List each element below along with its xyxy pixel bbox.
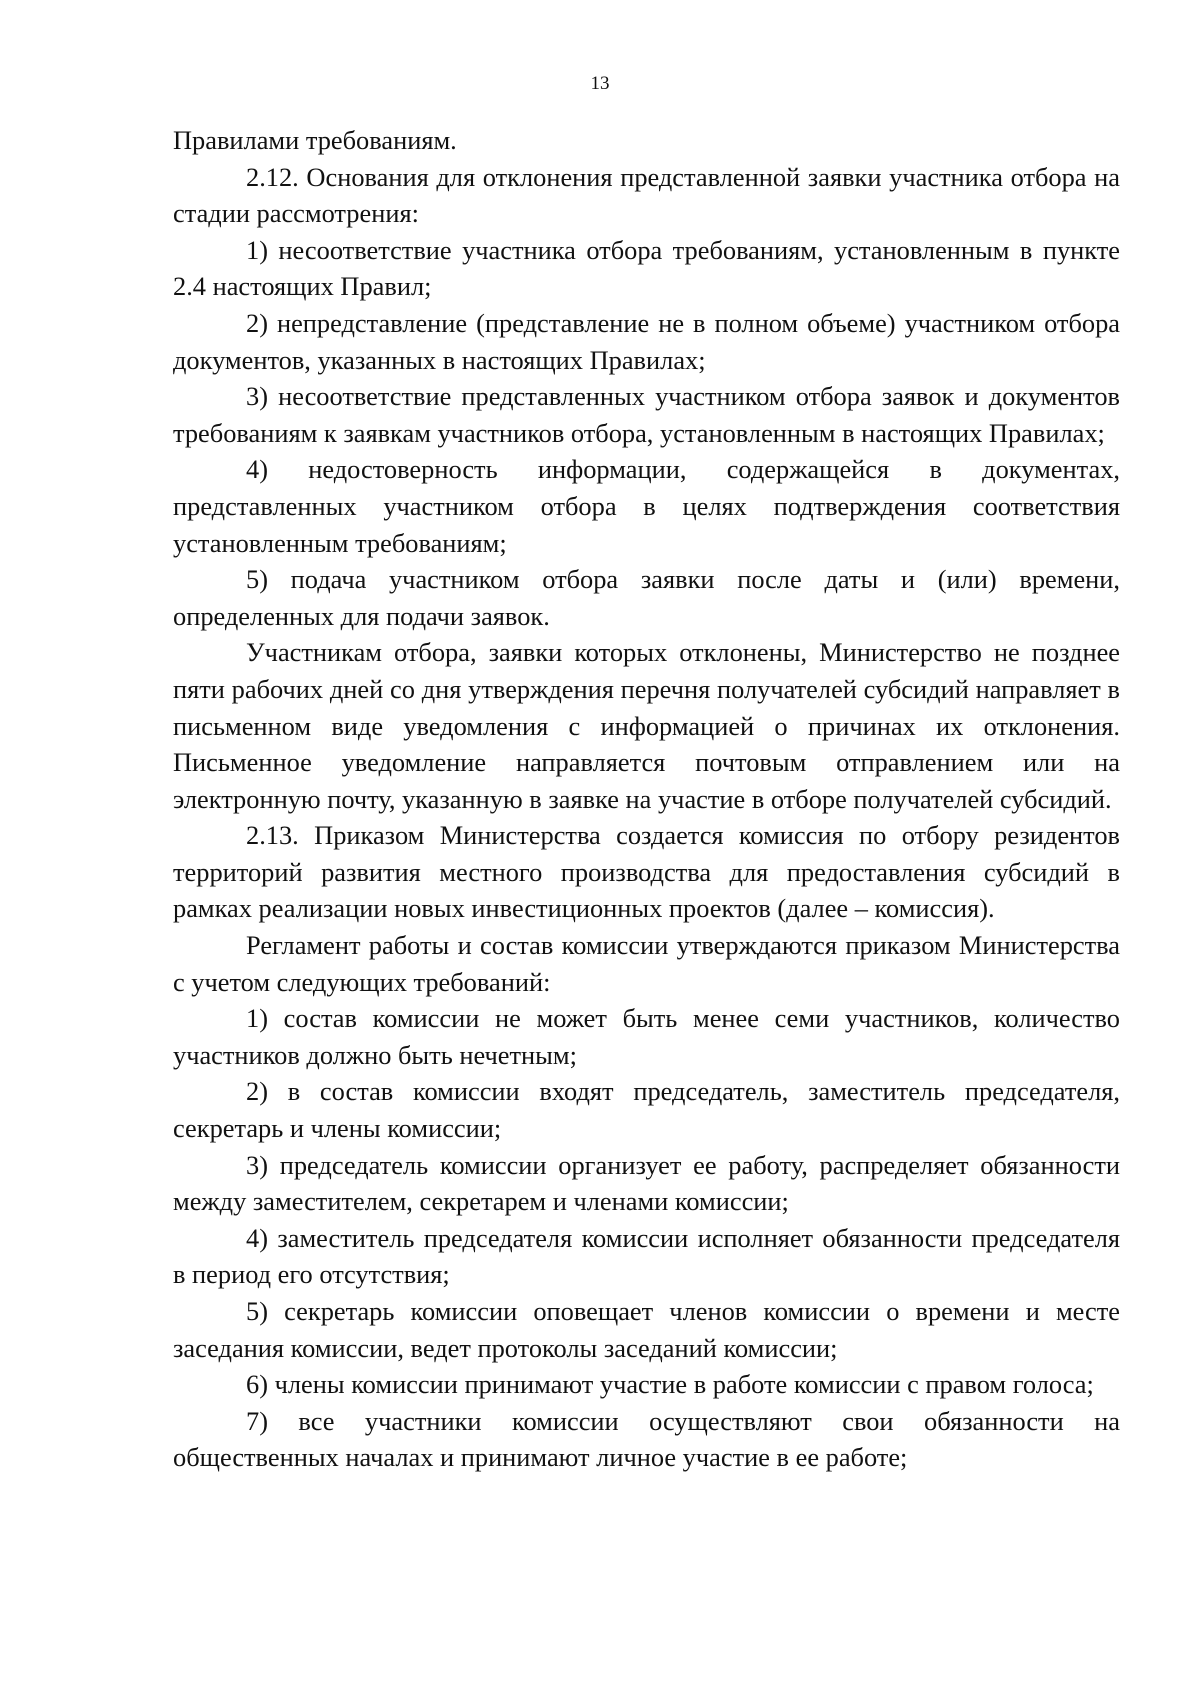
paragraph: Участникам отбора, заявки которых отклонены, Министерство не позднее пяти рабочих дней со дня утверждения перечня получателей субсидий направляет в письменном виде уведомления с информацией о причинах их отклонения. Письменное уведомление направляется почтовым отправлением или на электронную почту, указанную в заявке на участие в отборе получателей субсидий. bbox=[173, 637, 1120, 814]
list-item: 4) заместитель председателя комиссии исполняет обязанности председателя в период его отсутствия; bbox=[173, 1222, 1120, 1290]
list-item: 4) недостоверность информации, содержащейся в документах, представленных участником отбора в целях подтверждения соответствия установленным требованиям; bbox=[173, 454, 1120, 558]
list-item: 1) состав комиссии не может быть менее семи участников, количество участников должно быть нечетным; bbox=[173, 1003, 1120, 1070]
list-item: 1) несоответствие участника отбора требованиям, установленным в пункте 2.4 настоящих Правил; bbox=[173, 234, 1120, 302]
list-item: 7) все участники комиссии осуществляют свои обязанности на общественных началах и принимают личное участие в ее работе; bbox=[173, 1405, 1120, 1473]
list-item: 6) члены комиссии принимают участие в работе комиссии с правом голоса; bbox=[246, 1369, 1094, 1400]
paragraph: Регламент работы и состав комиссии утверждаются приказом Министерства с учетом следующих требований: bbox=[173, 930, 1120, 997]
list-item: 5) подача участником отбора заявки после даты и (или) времени, определенных для подачи заявок. bbox=[173, 564, 1120, 631]
list-item: 5) секретарь комиссии оповещает членов комиссии о времени и месте заседания комиссии, ведет протоколы заседаний комиссии; bbox=[173, 1296, 1120, 1363]
list-item: 3) несоответствие представленных участником отбора заявок и документов требованиям к заявкам участников отбора, установленным в настоящих Правилах; bbox=[173, 381, 1120, 448]
clause-2-12: 2.12. Основания для отклонения представленной заявки участника отбора на стадии рассмотрения: bbox=[173, 161, 1120, 229]
list-item: 3) председатель комиссии организует ее работу, распределяет обязанности между заместителем, секретарем и членами комиссии; bbox=[173, 1149, 1120, 1217]
page-number: 13 bbox=[590, 73, 610, 94]
list-item: 2) в состав комиссии входят председатель, заместитель председателя, секретарь и члены комиссии; bbox=[173, 1076, 1120, 1144]
clause-2-13: 2.13. Приказом Министерства создается комиссия по отбору резидентов территорий развития местного производства для предоставления субсидий в рамках реализации новых инвестиционных проектов (далее – комиссия). bbox=[173, 820, 1120, 924]
document-body bbox=[173, 122, 1120, 1476]
list-item: 2) непредставление (представление не в полном объеме) участником отбора документов, указанных в настоящих Правилах; bbox=[173, 307, 1120, 375]
paragraph-continuation: Правилами требованиям. bbox=[173, 125, 457, 155]
